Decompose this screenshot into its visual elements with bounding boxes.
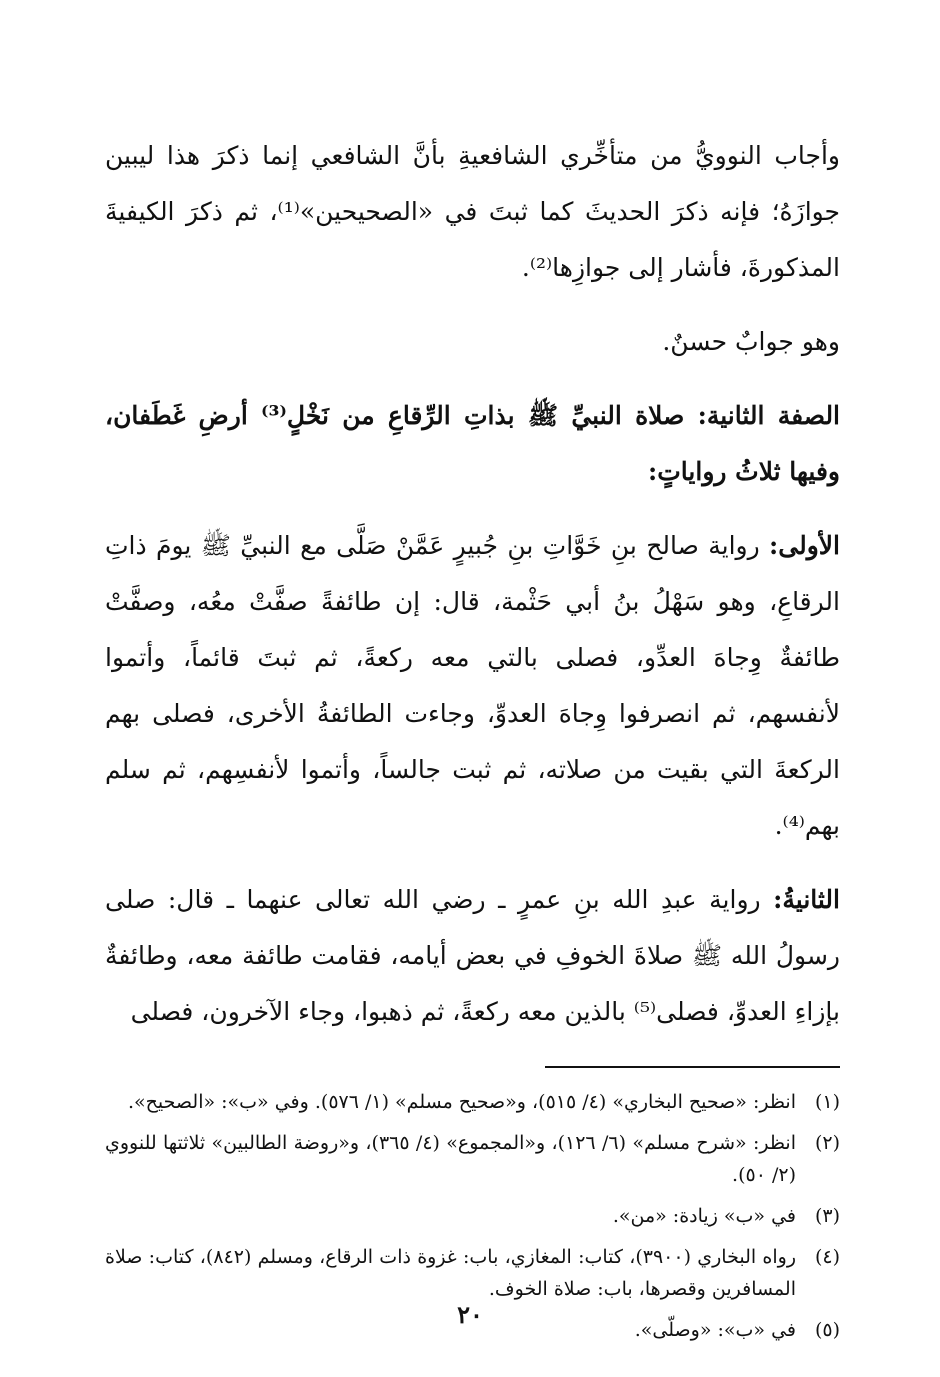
body-paragraph-1 bbox=[105, 128, 840, 296]
paragraph-text: وأجاب النوويُّ من متأخِّري الشافعيةِ بأنَّ الشافعي إنما ذكرَ هذا ليبين جوازَهُ؛ فإنه ذكرَ الحديثَ كما ثبتَ في «الصحيحين»⁽¹⁾، ثم ذكرَ الكيفيةَ المذكورةَ، فأشار إلى جوازِها⁽²⁾. bbox=[105, 141, 841, 282]
footnote-number: (١) bbox=[814, 1091, 840, 1113]
body-paragraph-narration-2 bbox=[105, 872, 840, 1040]
paragraph-lead: الأولى: bbox=[769, 531, 840, 560]
heading-text: الصفة الثانية: صلاة النبيِّ ﷺ بذاتِ الرِّقاعِ من نَخْلٍ⁽³⁾ أرضِ غَطَفان، وفيها ثلاثُ رواياتٍ: bbox=[105, 401, 841, 486]
footnote-number: (٣) bbox=[814, 1205, 840, 1227]
footnote-number: (٤) bbox=[814, 1246, 840, 1268]
footnote bbox=[105, 1200, 840, 1232]
paragraph-lead: الثانيةُ: bbox=[773, 885, 840, 914]
footnote-text: انظر: «شرح مسلم» (٦/ ١٢٦)، و«المجموع» (٤/ ٣٦٥)، و«روضة الطالبين» ثلاثتها للنووي (٢/ ٥٠). bbox=[105, 1132, 796, 1186]
body-paragraph-narration-1 bbox=[105, 518, 840, 854]
body-paragraph-2 bbox=[105, 314, 840, 370]
footnote-text: رواه البخاري (٣٩٠٠)، كتاب: المغازي، باب: غزوة ذات الرقاع، ومسلم (٨٤٢)، كتاب: صلاة المسافرين وقصرها، باب: صلاة الخوف. bbox=[105, 1246, 796, 1300]
footnote-text: في «ب» زيادة: «من». bbox=[612, 1205, 796, 1227]
footnote-number: (٥) bbox=[814, 1319, 840, 1341]
book-page bbox=[105, 128, 840, 1368]
footnote-number: (٢) bbox=[814, 1132, 840, 1154]
footnote bbox=[105, 1241, 840, 1305]
paragraph-text: رواية عبدِ الله بنِ عمرٍ ـ رضي الله تعالى عنهما ـ قال: صلى رسولُ الله ﷺ صلاةَ الخوفِ في بعض أيامه، فقامت طائفة معه، وطائفةٌ بإزاءِ العدوِّ، فصلى⁽⁵⁾ بالذين معه ركعةً، ثم ذهبوا، وجاء الآخرون، فصلى bbox=[105, 885, 840, 1026]
paragraph-text: وهو جوابٌ حسنٌ. bbox=[662, 327, 840, 356]
page-number: ٢٠ bbox=[457, 1300, 483, 1329]
footnote-text: في «ب»: «وصلّى». bbox=[634, 1319, 796, 1341]
paragraph-text: رواية صالح بنِ خَوَّاتِ بنِ جُبيرٍ عَمَّنْ صَلَّى مع النبيِّ ﷺ يومَ ذاتِ الرقاعِ، وهو سَهْلُ بنُ أبي حَثْمة، قال: إن طائفةً صفَّتْ معُه، وصفَّتْ طائفةٌ وِجاهَ العدِّو، فصلى بالتي معه ركعةً، ثم ثبتَ قائماً، وأتموا لأنفسهم، ثم انصرفوا وِجاهَ العدوِّ، وجاءت الطائفةُ الأخرى، فصلى بهم الركعةَ التي بقيت من صلاته، ثم ثبت جالساً، وأتموا لأنفسِهم، ثم سلم بهم⁽⁴⁾. bbox=[105, 531, 840, 840]
footnote bbox=[105, 1127, 840, 1191]
footnote bbox=[105, 1086, 840, 1118]
section-heading bbox=[105, 388, 840, 500]
footnote-separator bbox=[545, 1066, 840, 1068]
footnote-text: انظر: «صحيح البخاري» (٤/ ٥١٥)، و«صحيح مسلم» (١/ ٥٧٦). وفي «ب»: «الصحيح». bbox=[128, 1091, 796, 1113]
